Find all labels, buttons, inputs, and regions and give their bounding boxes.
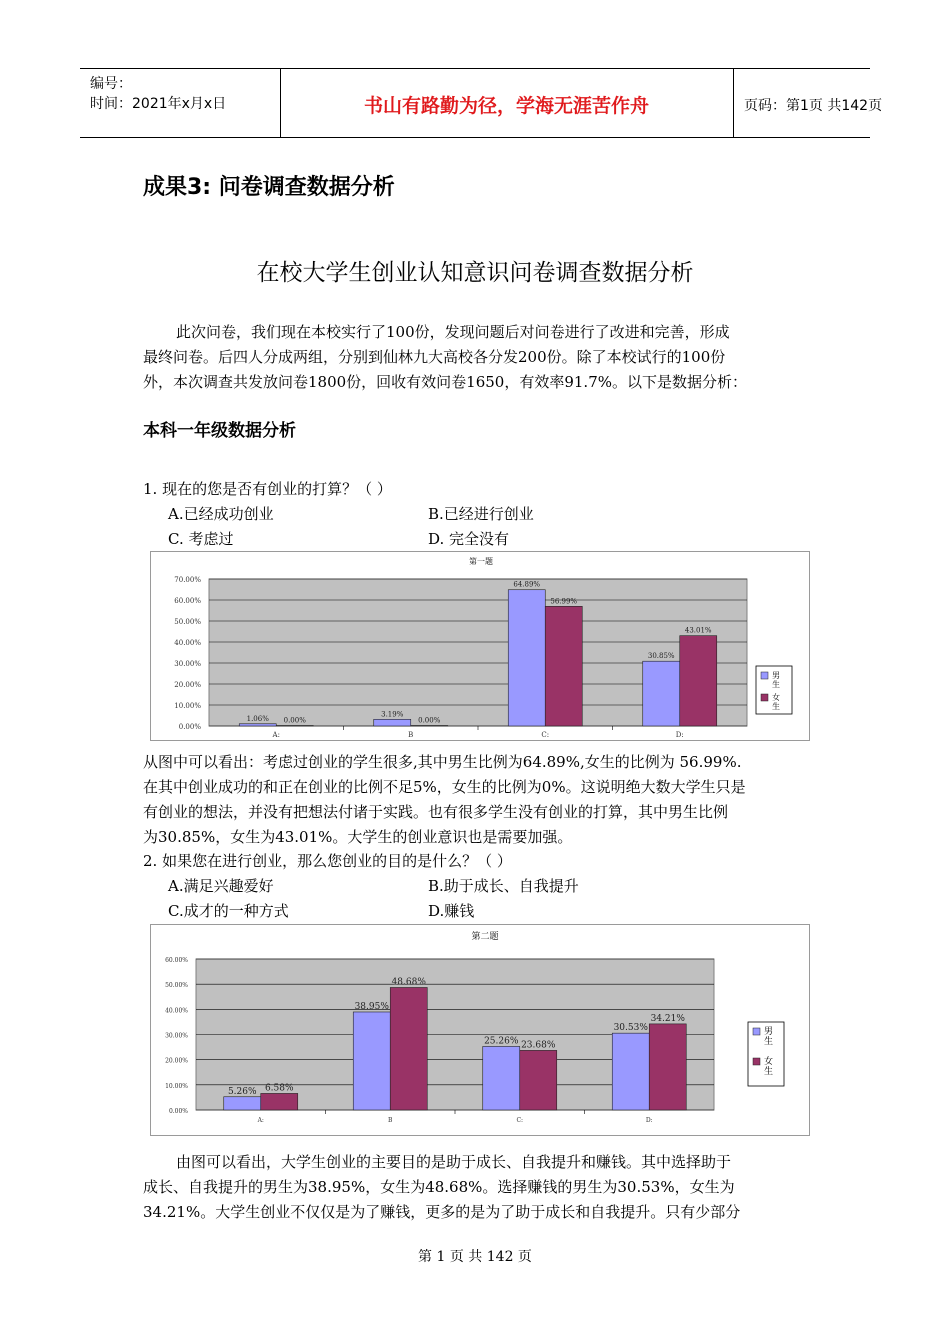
bar-female bbox=[261, 1093, 298, 1110]
y-tick-label: 50.00% bbox=[174, 618, 201, 626]
page-footer: 第 1 页 共 142 页 bbox=[418, 1249, 532, 1265]
y-tick-label: 10.00% bbox=[165, 1082, 188, 1090]
data-label: 64.89% bbox=[513, 580, 541, 589]
bar-male bbox=[374, 719, 411, 726]
data-label: 25.26% bbox=[484, 1036, 519, 1047]
number-label: 编号： bbox=[90, 76, 132, 92]
data-label: 43.01% bbox=[684, 626, 712, 635]
data-label: 56.99% bbox=[550, 597, 578, 606]
q1-analysis-line-2: 在其中创业成功的和正在创业的比例不足5%，女生的比例为0%。这说明绝大数大学生只是 bbox=[143, 778, 746, 796]
y-tick-label: 0.00% bbox=[178, 723, 201, 731]
bar-male bbox=[353, 1012, 390, 1110]
data-label: 34.21% bbox=[650, 1013, 685, 1024]
legend-label-line2: 生 bbox=[764, 1037, 774, 1047]
y-tick-label: 70.00% bbox=[174, 576, 201, 584]
x-tick-label: A: bbox=[257, 1117, 264, 1124]
legend-swatch bbox=[753, 1028, 760, 1035]
y-tick-label: 40.00% bbox=[165, 1007, 188, 1015]
q2-option-c: C.成才的一种方式 bbox=[168, 902, 289, 920]
y-tick-label: 10.00% bbox=[174, 702, 201, 710]
legend-label-line1: 男 bbox=[764, 1027, 774, 1037]
y-tick-label: 30.00% bbox=[174, 660, 201, 668]
x-tick-label: C: bbox=[516, 1117, 524, 1124]
chart-q1-svg bbox=[151, 552, 809, 740]
header-motto-cell bbox=[280, 69, 734, 137]
legend-swatch bbox=[753, 1058, 760, 1065]
bar-female bbox=[390, 987, 427, 1110]
motto: 书山有路勤为径，学海无涯苦作舟 bbox=[363, 95, 649, 117]
legend-label-line2: 生 bbox=[772, 680, 780, 689]
q2-option-b: B.助于成长、自我提升 bbox=[428, 877, 579, 895]
data-label: 3.19% bbox=[381, 710, 404, 719]
chart-title: 第二题 bbox=[471, 932, 499, 942]
data-label: 30.85% bbox=[647, 652, 675, 661]
y-tick-label: 30.00% bbox=[165, 1032, 188, 1040]
section-title: 本科一年级数据分析 bbox=[143, 421, 296, 441]
bar-male bbox=[483, 1046, 520, 1110]
page-header bbox=[80, 68, 883, 138]
x-tick-label: D: bbox=[675, 731, 684, 739]
time-label: 时间：2021年x月x日 bbox=[90, 96, 227, 112]
data-label: 23.68% bbox=[521, 1040, 556, 1051]
q1-analysis-line-4: 为30.85%，女生为43.01%。大学生的创业意识也是需要加强。 bbox=[143, 828, 573, 846]
q1-option-c: C. 考虑过 bbox=[168, 530, 234, 548]
q2-option-d: D.赚钱 bbox=[428, 902, 475, 920]
legend-label-line2: 生 bbox=[764, 1067, 774, 1077]
data-label: 48.68% bbox=[391, 977, 426, 988]
y-tick-label: 20.00% bbox=[174, 681, 201, 689]
intro-line-1: 此次问卷，我们现在本校实行了100份，发现问题后对问卷进行了改进和完善，形成 bbox=[176, 323, 730, 341]
q2-analysis-line-3: 34.21%。大学生创业不仅仅是为了赚钱，更多的是为了助于成长和自我提升。只有少部分 bbox=[143, 1203, 741, 1221]
x-tick-label: B bbox=[408, 731, 414, 739]
y-tick-label: 0.00% bbox=[168, 1108, 188, 1115]
data-label: 38.95% bbox=[354, 1001, 389, 1012]
header-page-cell bbox=[734, 69, 883, 137]
chart-title: 第一题 bbox=[469, 557, 493, 566]
legend-swatch bbox=[761, 672, 768, 679]
main-title: 在校大学生创业认知意识问卷调查数据分析 bbox=[256, 260, 694, 286]
bar-male bbox=[643, 661, 680, 726]
chart-q2 bbox=[150, 924, 810, 1136]
legend-label-line1: 男 bbox=[772, 671, 780, 680]
x-tick-label: B bbox=[388, 1117, 393, 1124]
q1-option-a: A.已经成功创业 bbox=[168, 505, 274, 523]
page-info: 页码：第1页 共142页 bbox=[744, 98, 883, 114]
data-label: 6.58% bbox=[264, 1083, 294, 1094]
bar-female bbox=[520, 1050, 557, 1110]
x-tick-label: A: bbox=[272, 731, 280, 739]
data-label: 0.00% bbox=[418, 716, 441, 725]
x-tick-label: C: bbox=[541, 731, 550, 739]
y-tick-label: 40.00% bbox=[174, 639, 201, 647]
bar-female bbox=[649, 1024, 686, 1110]
chart-q1 bbox=[150, 551, 810, 741]
legend-label-line1: 女 bbox=[764, 1057, 774, 1067]
q1-option-d: D. 完全没有 bbox=[428, 530, 510, 548]
y-tick-label: 50.00% bbox=[165, 982, 188, 990]
q2-analysis-line-2: 成长、自我提升的男生为38.95%，女生为48.68%。选择赚钱的男生为30.53%，女生为 bbox=[143, 1178, 735, 1196]
q1-analysis-line-1: 从图中可以看出：考虑过创业的学生很多,其中男生比例为64.89%,女生的比例为 56.99%. bbox=[143, 753, 742, 771]
header-meta-cell bbox=[80, 69, 281, 137]
y-tick-label: 60.00% bbox=[165, 957, 188, 964]
data-label: 0.00% bbox=[283, 716, 306, 725]
legend-label-line2: 生 bbox=[772, 702, 780, 711]
legend-label-line1: 女 bbox=[772, 693, 780, 702]
q1-question: 1. 现在的您是否有创业的打算？（ ） bbox=[143, 480, 392, 498]
bar-male bbox=[508, 590, 545, 726]
x-tick-label: D: bbox=[645, 1117, 653, 1124]
q1-option-b: B.已经进行创业 bbox=[428, 505, 534, 523]
bar-female bbox=[276, 726, 313, 727]
y-tick-label: 20.00% bbox=[165, 1057, 188, 1065]
bar-female bbox=[545, 606, 582, 726]
data-label: 1.06% bbox=[246, 714, 269, 723]
chart-q2-svg bbox=[151, 925, 809, 1135]
data-label: 5.26% bbox=[227, 1086, 257, 1097]
result-title: 成果3: 问卷调查数据分析 bbox=[143, 175, 395, 200]
q1-analysis-line-3: 有创业的想法，并没有把想法付诸于实践。也有很多学生没有创业的打算，其中男生比例 bbox=[143, 803, 729, 821]
bar-female bbox=[411, 726, 448, 727]
legend-swatch bbox=[761, 694, 768, 701]
q2-analysis-line-1: 由图可以看出，大学生创业的主要目的是助于成长、自我提升和赚钱。其中选择助于 bbox=[176, 1153, 732, 1171]
bar-male bbox=[224, 1097, 261, 1110]
intro-line-3: 外，本次调查共发放问卷1800份，回收有效问卷1650，有效率91.7%。以下是数据分析： bbox=[143, 373, 748, 391]
data-label: 30.53% bbox=[613, 1023, 648, 1034]
q2-option-a: A.满足兴趣爱好 bbox=[168, 877, 274, 895]
bar-male bbox=[612, 1033, 649, 1110]
q2-question: 2. 如果您在进行创业，那么您创业的目的是什么？（ ） bbox=[143, 852, 512, 870]
y-tick-label: 60.00% bbox=[174, 597, 201, 605]
bar-female bbox=[680, 636, 717, 726]
bar-male bbox=[239, 724, 276, 726]
intro-line-2: 最终问卷。后四人分成两组，分别到仙林九大高校各分发200份。除了本校试行的100份 bbox=[143, 348, 726, 366]
